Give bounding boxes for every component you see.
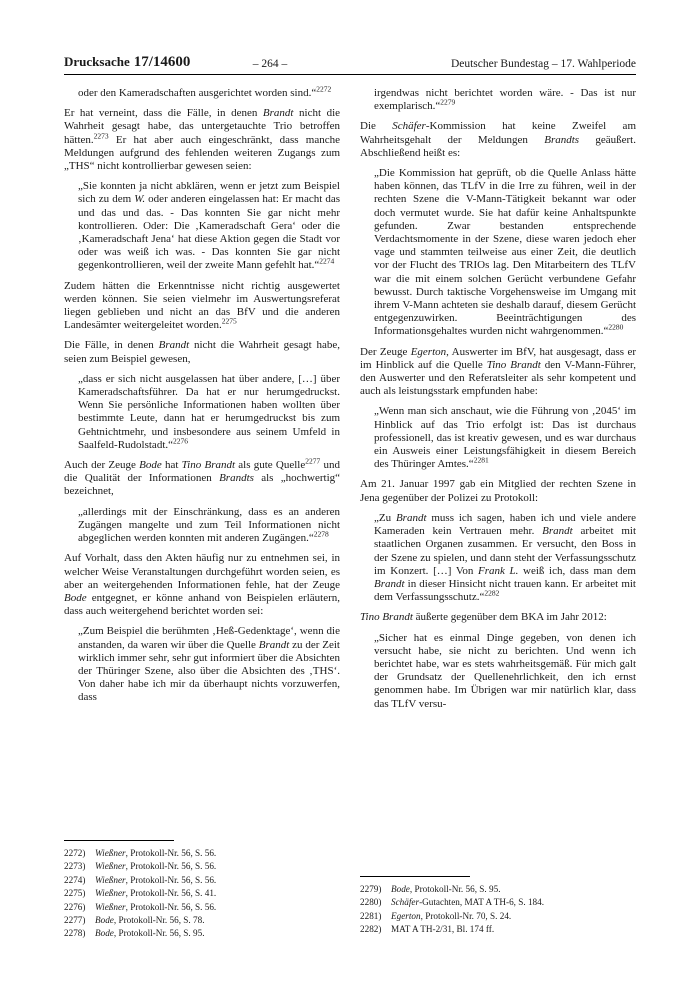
emphasis-text: Egerton bbox=[410, 345, 447, 358]
text-run: als gute Quelle bbox=[235, 459, 306, 472]
footnote bbox=[64, 901, 340, 914]
block-quote bbox=[78, 180, 340, 272]
text-run: als „hochwertig“ bezeichnet, bbox=[64, 472, 341, 498]
text-run: „dass er sich nicht ausgelassen hat über andere, […] über Kameradschaftsführer. Da hat er nur herumgedruckst. Wenn Sie persönliche Informationen haben wollten über bestimmte Leute, dann hat er herumgedruckst bis zum Gehtnichtmehr, und insbesondere aus seinem Umfeld in Saalfeld-Rudolstadt.“ bbox=[78, 372, 340, 451]
emphasis-text: Wießner bbox=[95, 901, 126, 912]
text-run: , Protokoll-Nr. 56, S. 56. bbox=[125, 901, 217, 912]
block-quote bbox=[78, 84, 340, 100]
footnote-text bbox=[95, 887, 340, 900]
text-run: Am 21. Januar 1997 gab ein Mitglied der rechten Szene in Jena gegenüber der Polizei zu Protokoll: bbox=[360, 478, 636, 504]
text-run: nicht die Wahrheit gesagt habe, seien zum Beispiel gewesen, bbox=[64, 339, 340, 365]
footnote bbox=[360, 883, 636, 896]
text-run: Die bbox=[360, 120, 393, 133]
text-run: „Wenn man sich anschaut, wie die Führung von ‚2045‘ im Hinblick auf das Trio erfolgt ist: Das ist durchaus professionell, das ist kreativ gewesen, und es war durchaus ein Ausweis einer Leistungsfähigkeit in diesem Bereich des Thüringer Amtes.“ bbox=[374, 405, 636, 471]
emphasis-text: Tino Brandt bbox=[486, 358, 541, 371]
footnote-separator bbox=[360, 876, 470, 877]
text-run: entgegnet, er könne anhand von Beispielen erläutern, dass auch weitergehend berichtet worden sei: bbox=[64, 591, 340, 618]
right-column bbox=[360, 87, 636, 718]
footnote-text bbox=[391, 910, 636, 923]
text-run: den V-Mann-Führer, den Auswerter und den Referatsleiter als sehr kompetent und auch als leistungsstark empfunden habe: bbox=[360, 358, 636, 398]
text-run: irgendwas nicht berichtet worden wäre. - Das ist nur exemplarisch.“ bbox=[374, 87, 636, 113]
text-run: nicht die Wahrheit gesagt habe, das untergetauchte Trio betroffen hätten. bbox=[64, 107, 341, 146]
footnote-ref: 2281 bbox=[473, 455, 489, 465]
footnote-number: 2282) bbox=[360, 924, 382, 935]
emphasis-text: Brandt bbox=[374, 577, 405, 590]
footnotes-left bbox=[64, 840, 340, 941]
emphasis-text: Frank L. bbox=[478, 564, 519, 577]
block-quote bbox=[374, 632, 636, 711]
text-run: „Sicher hat es einmal Dinge gegeben, von denen ich versucht habe, sie nicht zu berichten. Und wenn ich berichtet habe, war es stets wahrheitsgemäß. Für mich galt der Grundsatz der Quellenehrlichkeit, den ich ernst genommen habe. Im Übrigen war mir natürlich klar, dass das TLfV versu- bbox=[374, 631, 636, 710]
text-run: „Zum Beispiel die berühmten ‚Heß-Gedenktage‘, wenn die anstanden, da waren wir über die Quelle bbox=[78, 625, 340, 651]
footnote-number: 2280) bbox=[360, 897, 382, 908]
text-run: „Zu bbox=[374, 511, 396, 524]
text-run: oder den Kameradschaften ausgerichtet worden sind.“ bbox=[78, 87, 317, 99]
footnote-ref: 2280 bbox=[608, 322, 624, 332]
paragraph bbox=[360, 611, 636, 624]
footnote-text bbox=[95, 874, 340, 887]
block-quote bbox=[78, 625, 340, 704]
page-header bbox=[64, 46, 636, 72]
block-quote bbox=[374, 512, 636, 604]
text-run: hat bbox=[161, 459, 182, 472]
text-run: Zudem hätten die Erkenntnisse nicht richtig ausgewertet werden können. Sie seien vielmehr im Auswertungsreferat liegen geblieben und nicht an das BfV und die anderen Landesämter weitergeleitet worden. bbox=[64, 279, 340, 332]
text-run: „Die Kommission hat geprüft, ob die Quelle Anlass hätte haben können, das TLfV in die Irre zu führen, weil in der rechten Szene die V-Mann-Tätigkeit bekannt war oder doch vermutet wurde. Sie hat dafür keine Anhaltspunkte gefunden. Zwar bestanden entsprechende Verdachtsmomente in der Szene, diese waren jedoch eher vage und stammten teilweise aus einer Zeit, die deutlich vor der Flucht des TRIOs lag. Den Mitarbeitern des TLfV war die mit einem solchen Gerücht verbundene Gefahr bewusst. Durch taktische Vorgehensweise im Umgang mit ihrem V-Mann achteten sie deshalb darauf, diesem Gerücht entgegenzuwirken. Beeinträchtigungen des Informationsgehaltes wurden nicht wahrgenommen.“ bbox=[374, 167, 636, 338]
footnote-text bbox=[391, 883, 636, 896]
block-quote bbox=[374, 87, 636, 113]
block-quote bbox=[374, 167, 636, 339]
footnote-ref: 2272 bbox=[316, 84, 332, 94]
text-run: oder anderen eingelassen hat: Er macht das und das und das. - Das konnten Sie gar nicht mehr kontrollieren. Oder: Die ‚Kameradschaft Gera‘ oder die ‚Kameradschaft Jena‘ hat diese Aktion gegen die Stadt vor oder was weiß ich was. - Das konnten Sie gar nicht gegenkontrollieren, weil der zweite Mann gefehlt hat.“ bbox=[78, 193, 340, 272]
footnote-text bbox=[95, 847, 340, 860]
block-quote bbox=[78, 506, 340, 546]
footnote bbox=[64, 874, 340, 887]
emphasis-text: Brandt bbox=[158, 339, 190, 352]
footnote-ref: 2279 bbox=[440, 97, 456, 107]
footnote-text bbox=[95, 860, 340, 873]
text-run: geäußert. Abschließend heißt es: bbox=[360, 133, 636, 159]
footnote bbox=[64, 887, 340, 900]
footnote-number: 2272) bbox=[64, 848, 86, 858]
footnote-ref: 2277 bbox=[305, 456, 321, 466]
paragraph bbox=[64, 456, 341, 499]
footnotes-right bbox=[360, 876, 636, 937]
paragraph bbox=[360, 120, 636, 160]
footnote bbox=[64, 847, 340, 860]
footnote bbox=[360, 896, 636, 909]
text-run: , Protokoll-Nr. 56, S. 78. bbox=[113, 915, 205, 926]
text-run: in dieser Hinsicht nicht trauen kann. Er arbeitet mit dem Verfassungsschutz.“ bbox=[374, 577, 636, 604]
emphasis-text: Brandts bbox=[544, 133, 580, 146]
text-run: Er hat aber auch eingeschränkt, dass manche Meldungen aufgrund des fehlenden weiteren Zugangs zum „THS“ nicht kontrollierbar gewesen seien: bbox=[64, 133, 340, 173]
doc-number-value: 17/14600 bbox=[133, 54, 191, 70]
emphasis-text: Schäfer bbox=[392, 120, 426, 133]
text-run: muss ich sagen, haben ich und viele andere Kameraden kein Vertrauen mehr. bbox=[374, 511, 636, 538]
emphasis-text: Bode bbox=[95, 928, 114, 939]
footnote-ref: 2278 bbox=[313, 529, 329, 539]
footnote-text bbox=[95, 914, 340, 927]
footnote bbox=[360, 910, 636, 923]
footnote-number: 2273) bbox=[64, 861, 86, 872]
emphasis-text: Egerton bbox=[391, 910, 421, 921]
text-run: -Kommission hat keine Zweifel am Wahrheitsgehalt der Meldungen bbox=[360, 120, 637, 146]
footnote-number: 2281) bbox=[360, 910, 382, 921]
emphasis-text: Brandt bbox=[258, 638, 290, 651]
footnote bbox=[64, 914, 340, 927]
text-run: MAT A TH-2/31, Bl. 174 ff. bbox=[391, 924, 495, 935]
footnote-text bbox=[391, 923, 636, 936]
emphasis-text: Schäfer bbox=[391, 897, 420, 908]
emphasis-text: Brandt bbox=[542, 525, 573, 538]
emphasis-text: Tino Brandt bbox=[360, 611, 413, 624]
footnote-ref: 2275 bbox=[221, 316, 237, 326]
paragraph bbox=[64, 552, 340, 618]
text-run: weiß ich, dass man dem bbox=[518, 564, 636, 577]
emphasis-text: Bode bbox=[139, 459, 162, 472]
text-run: -Gutachten, MAT A TH-6, S. 184. bbox=[419, 897, 545, 908]
footnote-separator bbox=[64, 840, 174, 841]
emphasis-text: Tino Brandt bbox=[181, 459, 236, 472]
header-rule bbox=[64, 74, 636, 75]
text-run: Auf Vorhalt, dass den Akten häufig nur zu entnehmen sei, in welcher Weise Veranstaltungen durchgeführt worden seien, es aber an weitergehenden Informationen fehle, hat der Zeuge bbox=[64, 552, 340, 591]
footnote-number: 2274) bbox=[64, 874, 86, 885]
text-run: Die Fälle, in denen bbox=[64, 339, 159, 352]
footnote-ref: 2282 bbox=[484, 588, 500, 598]
text-run: und die Qualität der Informationen bbox=[64, 459, 341, 485]
text-run: , Protokoll-Nr. 56, S. 41. bbox=[125, 888, 217, 899]
emphasis-text: Bode bbox=[64, 591, 87, 604]
text-run: , Protokoll-Nr. 56, S. 56. bbox=[125, 861, 217, 872]
text-run: , Protokoll-Nr. 56, S. 95. bbox=[113, 928, 205, 939]
paragraph bbox=[360, 346, 636, 399]
footnote-number: 2279) bbox=[360, 884, 382, 894]
footnote-ref: 2273 bbox=[93, 130, 109, 140]
footnote-list bbox=[64, 847, 340, 941]
emphasis-text: Brandts bbox=[219, 472, 254, 485]
doc-label: Drucksache bbox=[64, 54, 130, 69]
text-run: , Protokoll-Nr. 56, S. 95. bbox=[409, 884, 501, 894]
emphasis-text: Bode bbox=[95, 915, 114, 926]
block-quote bbox=[78, 373, 340, 452]
footnote bbox=[64, 927, 340, 940]
emphasis-text: Brandt bbox=[395, 511, 427, 524]
text-run: , Auswerter im BfV, hat ausgesagt, dass er im Hinblick auf die Quelle bbox=[360, 345, 636, 371]
footnote-number: 2275) bbox=[64, 888, 86, 899]
footnote-ref: 2274 bbox=[319, 256, 335, 266]
emphasis-text: Wießner bbox=[95, 888, 126, 899]
footnote bbox=[64, 860, 340, 873]
paragraph bbox=[64, 280, 340, 333]
text-run: Auch der Zeuge bbox=[64, 459, 140, 472]
block-quote bbox=[374, 405, 636, 471]
page-number: – 264 – bbox=[252, 58, 288, 70]
footnote-text bbox=[95, 927, 340, 940]
text-run: „Sie konnten ja nicht abklären, wenn er jetzt zum Beispiel sich zu dem bbox=[78, 180, 340, 206]
emphasis-text: Brandt bbox=[262, 107, 294, 120]
text-run: äußerte gegenüber dem BKA im Jahr 2012: bbox=[412, 611, 607, 624]
left-column bbox=[64, 84, 341, 712]
text-run: , Protokoll-Nr. 56, S. 56. bbox=[125, 874, 217, 885]
emphasis-text: Wießner bbox=[95, 848, 126, 858]
text-run: zu der Zeit wirklich immer sehr, sehr gut informiert über die Absichten der Thüringer Szene, also über die Absichten des ‚THS‘. Von daher habe ich mir da überhaupt nichts vorzuwerfen, dass bbox=[78, 638, 340, 704]
emphasis-text: Bode bbox=[391, 884, 410, 894]
footnote-text bbox=[95, 901, 340, 914]
doc-number bbox=[64, 53, 190, 71]
footnote-list bbox=[360, 883, 636, 937]
text-run: „allerdings mit der Einschränkung, dass es an anderen Zugängen mangelte und zum Teil Informationen nicht abgeglichen werden konnten mit anderen Zugängen.“ bbox=[78, 505, 340, 545]
footnote-number: 2278) bbox=[64, 928, 86, 939]
footnote bbox=[360, 923, 636, 936]
paragraph bbox=[64, 339, 340, 365]
emphasis-text: Wießner bbox=[95, 874, 126, 885]
emphasis-text: W. bbox=[134, 193, 146, 206]
footnote-text bbox=[391, 896, 636, 909]
legislature-label: Deutscher Bundestag – 17. Wahlperiode bbox=[450, 58, 636, 70]
text-run: , Protokoll-Nr. 70, S. 24. bbox=[420, 910, 512, 921]
text-run: Er hat verneint, dass die Fälle, in denen bbox=[64, 107, 263, 120]
footnote-ref: 2276 bbox=[173, 436, 189, 446]
paragraph bbox=[360, 478, 636, 504]
footnote-number: 2276) bbox=[64, 901, 86, 912]
text-run: Der Zeuge bbox=[360, 345, 411, 358]
footnote-number: 2277) bbox=[64, 915, 86, 926]
text-run: , Protokoll-Nr. 56, S. 56. bbox=[125, 848, 217, 858]
text-run: arbeitet mit staatlichen Organen zusammen. Er versucht, den Boss in der Szene zu spielen, und dann steht der Verfassungsschutz im Konzert. […] Von bbox=[374, 525, 636, 577]
emphasis-text: Wießner bbox=[95, 861, 126, 872]
paragraph bbox=[64, 107, 340, 173]
